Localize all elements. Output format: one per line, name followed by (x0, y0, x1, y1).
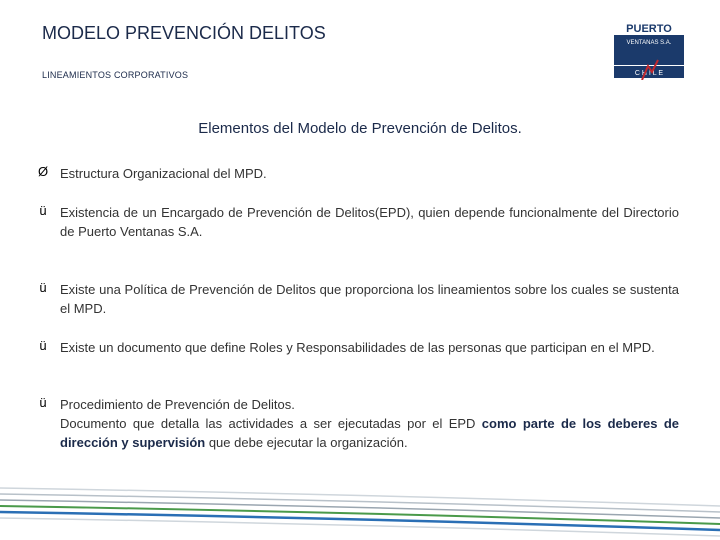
list-item-text: Existe una Política de Prevención de Delitos que proporciona los lineamientos sobre los cuales se sustenta el MPD. (60, 282, 679, 316)
checkmark-bullet-icon: ü (39, 280, 47, 295)
page-title: MODELO PREVENCIÓN DELITOS (42, 23, 326, 43)
page-subtitle: LINEAMIENTOS CORPORATIVOS (42, 70, 189, 80)
section-heading: Elementos del Modelo de Prevención de Delitos. (198, 120, 522, 137)
checkmark-bullet-icon: ü (39, 338, 47, 353)
checkmark-bullet-icon: ü (39, 395, 47, 410)
puerto-ventanas-logo (612, 20, 686, 80)
procedure-desc-start: Documento que detalla las actividades a ser ejecutadas por el EPD (60, 416, 482, 431)
svg-text:PUERTO: PUERTO (626, 23, 672, 35)
footer-swoosh (0, 470, 720, 540)
list-item-text: Existe un documento que define Roles y Responsabilidades de las personas que participan en el MPD. (60, 340, 655, 355)
svg-text:C H I L E: C H I L E (634, 70, 664, 77)
list-item-text (60, 395, 679, 452)
checkmark-bullet-icon: ü (39, 203, 47, 218)
list-item-text: Existencia de un Encargado de Prevención de Delitos(EPD), quien depende funcionalmente del Directorio de Puerto Ventanas S.A. (60, 205, 679, 239)
list-item-text: Estructura Organizacional del MPD. (60, 166, 267, 181)
procedure-desc-end: que debe ejecutar la organización. (205, 435, 408, 450)
procedure-desc-emphasis: como parte de los deberes de dirección y supervisión (60, 416, 679, 450)
arrow-bullet-icon: Ø (37, 164, 49, 179)
svg-text:VENTANAS S.A.: VENTANAS S.A. (626, 40, 672, 46)
procedure-title: Procedimiento de Prevención de Delitos. (60, 397, 295, 412)
